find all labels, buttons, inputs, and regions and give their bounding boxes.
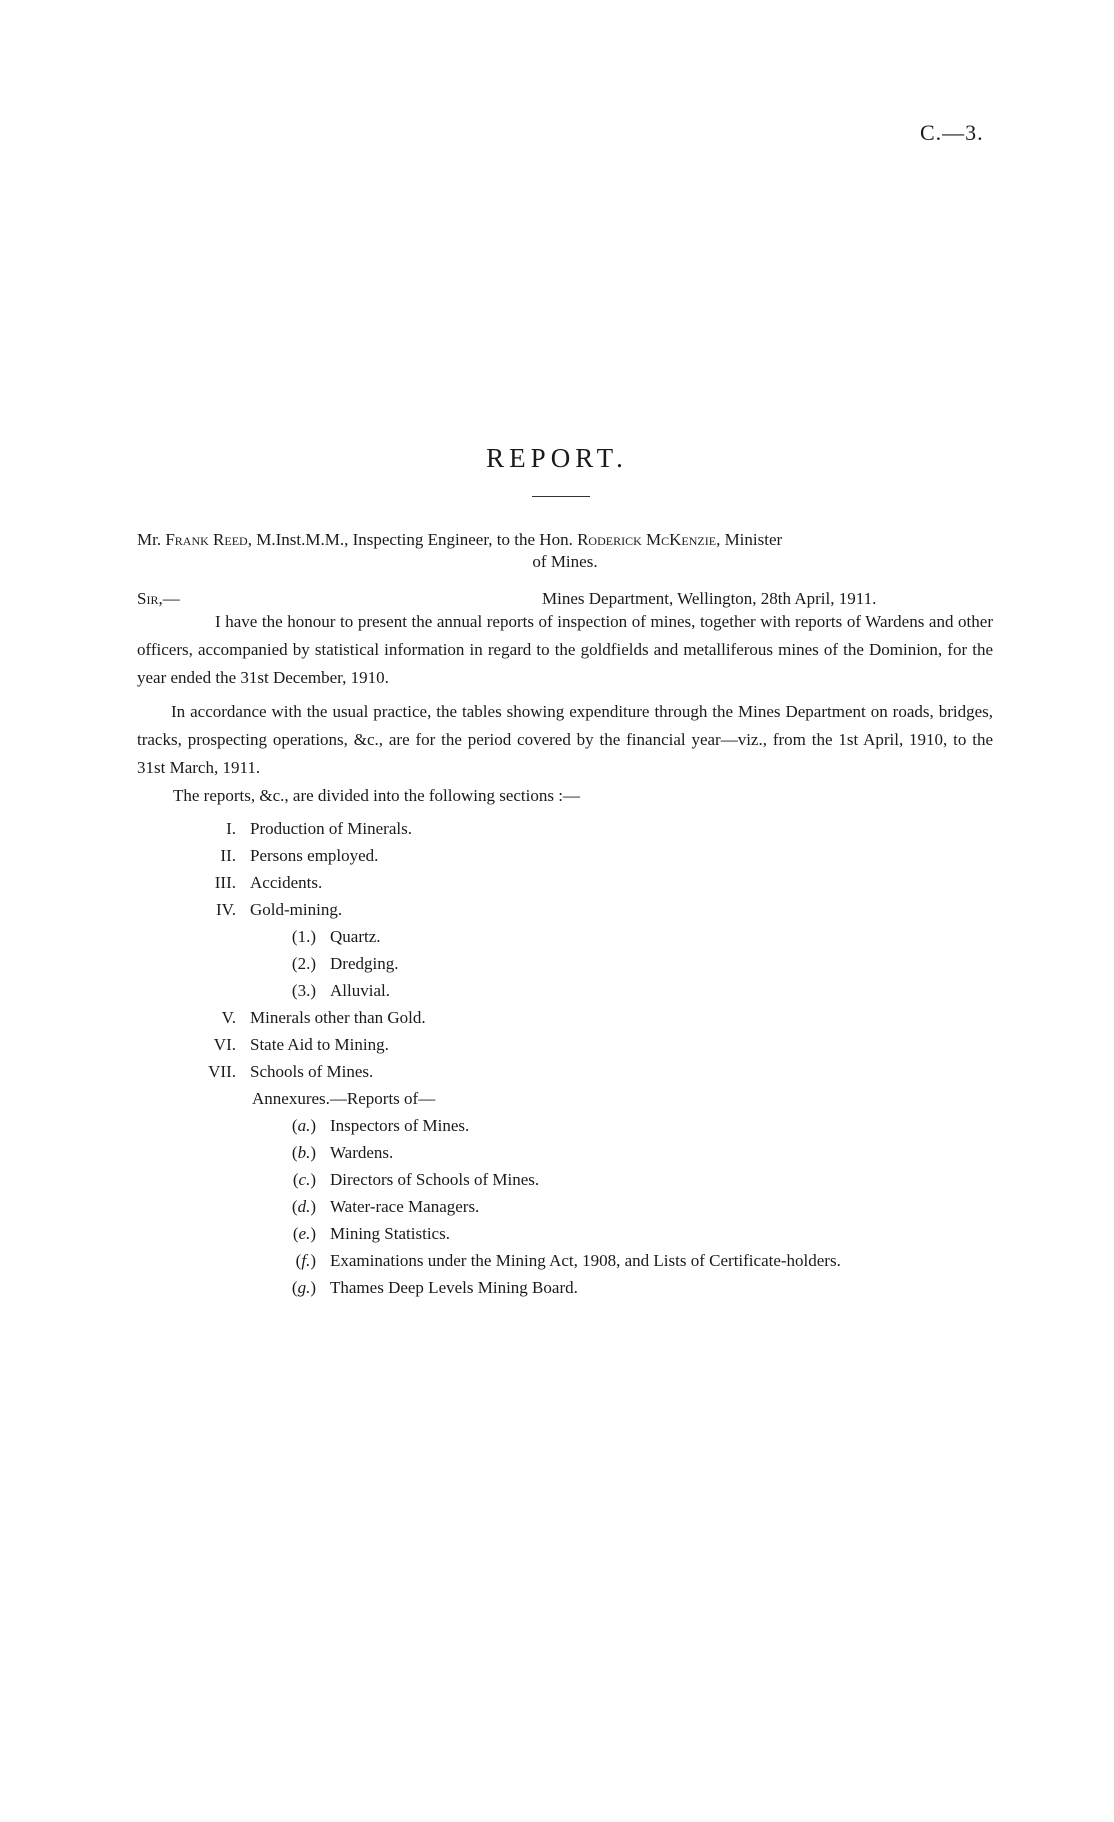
subsection-item — [0, 924, 381, 950]
paragraph-2: In accordance with the usual practice, the tables showing expenditure through the Mines Department on roads, bridges, tracks, prospecting operations, &c., are for the period covered by the financial year—viz., from the 1st April, 1910, to the 31st March, 1911. — [137, 702, 993, 777]
section-number: II. — [220, 846, 236, 865]
salutation: Sir,— — [137, 589, 180, 608]
annexure-letter: (f.) — [295, 1251, 316, 1270]
subsection-label: Quartz. — [330, 927, 381, 946]
subsection-number: (3.) — [291, 981, 316, 1000]
section-number: III. — [214, 873, 236, 892]
annexure-letter: (e.) — [292, 1224, 316, 1243]
section-label: Minerals other than Gold. — [250, 1008, 426, 1027]
section-number: IV. — [216, 900, 236, 919]
section-item — [0, 1005, 426, 1031]
section-number: VII. — [208, 1062, 236, 1081]
section-number: I. — [226, 819, 236, 838]
section-label: Gold-mining. — [250, 900, 343, 919]
annexure-item — [0, 1275, 578, 1301]
annexure-item — [0, 1248, 841, 1274]
annexure-letter: (d.) — [291, 1197, 316, 1216]
annexure-item — [0, 1113, 469, 1139]
address-line — [137, 528, 993, 552]
recipient-name: Roderick McKenzie — [577, 530, 717, 549]
section-number: V. — [221, 1008, 236, 1027]
section-item — [0, 1032, 389, 1058]
subsection-number: (2.) — [291, 954, 316, 973]
sections-intro: The reports, &c., are divided into the following sections :— — [173, 786, 580, 805]
section-item — [0, 843, 378, 869]
annexure-item — [0, 1140, 393, 1166]
section-item — [0, 816, 412, 842]
author-credentials: , M.Inst.M.M., Inspecting Engineer, to the Hon. — [247, 530, 573, 549]
annexure-letter: (g.) — [291, 1278, 316, 1297]
section-item — [0, 897, 342, 923]
author-name: Frank Reed — [165, 530, 248, 549]
annexure-label: Thames Deep Levels Mining Board. — [330, 1278, 578, 1297]
subsection-label: Alluvial. — [330, 981, 390, 1000]
section-label: Persons employed. — [250, 846, 379, 865]
annexure-label: Wardens. — [330, 1143, 394, 1162]
address-line-2: of Mines. — [532, 552, 598, 571]
dateline: Mines Department, Wellington, 28th April, 1911. — [542, 589, 877, 608]
annexure-label: Water-race Managers. — [330, 1197, 480, 1216]
annexure-label: Mining Statistics. — [330, 1224, 450, 1243]
annexure-label: Directors of Schools of Mines. — [330, 1170, 540, 1189]
title-rule — [532, 496, 590, 497]
address-prefix: Mr. — [137, 530, 162, 549]
paragraph-1: I have the honour to present the annual reports of inspection of mines, together with reports of Wardens and other officers, accompanied by statistical information in regard to the goldfields and metalliferous mines of the Dominion, for the year ended the 31st December, 1910. — [137, 612, 993, 687]
subsection-item — [0, 951, 398, 977]
report-title: REPORT. — [486, 443, 628, 473]
annexure-item — [0, 1167, 539, 1193]
annexure-letter: (c.) — [292, 1170, 316, 1189]
annexure-letter: (b.) — [291, 1143, 316, 1162]
subsection-number: (1.) — [291, 927, 316, 946]
recipient-role: , Minister — [716, 530, 783, 549]
annexures-heading: Annexures.—Reports of— — [252, 1089, 436, 1108]
section-item — [0, 870, 322, 896]
page-reference: C.—3. — [920, 120, 984, 145]
annexure-label: Examinations under the Mining Act, 1908, and Lists of Certificate-holders. — [330, 1251, 841, 1270]
section-label: Schools of Mines. — [250, 1062, 374, 1081]
annexure-item — [0, 1194, 479, 1220]
section-label: State Aid to Mining. — [250, 1035, 389, 1054]
section-number: VI. — [213, 1035, 236, 1054]
subsection-item — [0, 978, 390, 1004]
annexure-letter: (a.) — [291, 1116, 316, 1135]
annexure-item — [0, 1221, 450, 1247]
section-item — [0, 1059, 373, 1085]
annexure-label: Inspectors of Mines. — [330, 1116, 470, 1135]
subsection-label: Dredging. — [330, 954, 399, 973]
section-label: Production of Minerals. — [250, 819, 412, 838]
section-label: Accidents. — [250, 873, 323, 892]
